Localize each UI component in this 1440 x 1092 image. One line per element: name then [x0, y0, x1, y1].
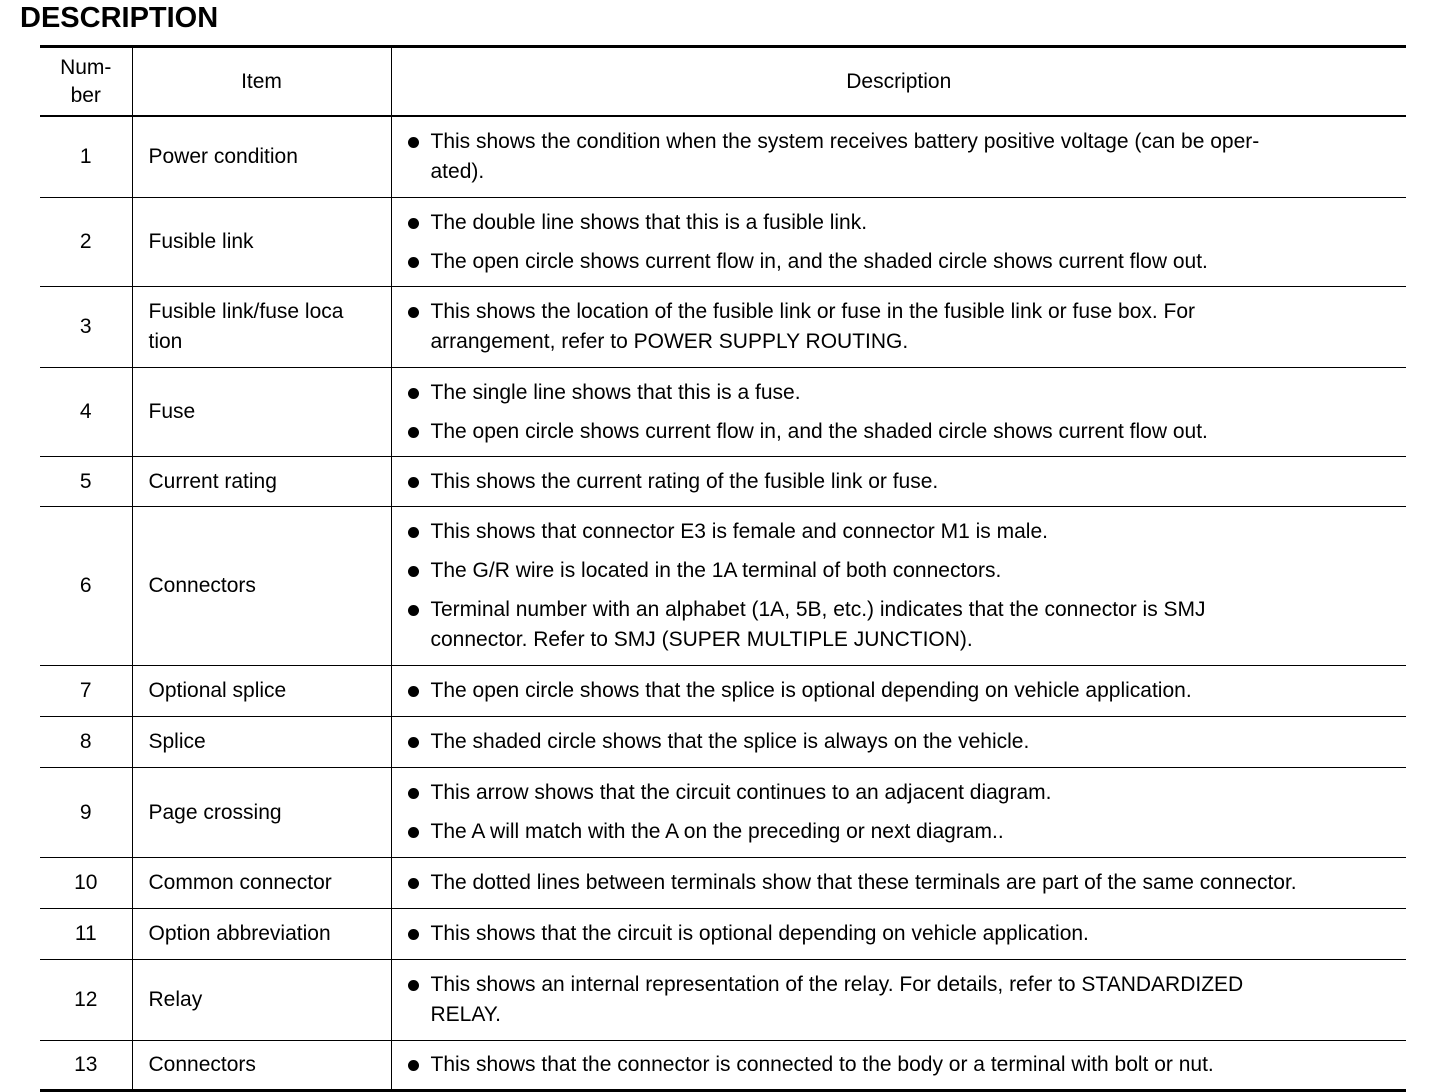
bullet-text: This arrow shows that the circuit continues to an adjacent diagram. [430, 781, 1052, 804]
table-row [40, 909, 1406, 960]
table-row [40, 198, 1406, 287]
row-description [391, 198, 1406, 287]
bullet-text: This shows that the connector is connected to the body or a terminal with bolt or nut. [430, 1053, 1214, 1076]
row-description [391, 1041, 1406, 1091]
description-bullet [408, 378, 1401, 408]
table-row [40, 1041, 1406, 1091]
row-number: 9 [40, 768, 132, 858]
bullet-text: The open circle shows that the splice is optional depending on vehicle application. [430, 679, 1192, 702]
bullet-text: This shows the location of the fusible link or fuse in the fusible link or fuse box. For arrangement, refer to POWER SUPPLY ROUTING. [430, 300, 1196, 353]
description-bullet [408, 417, 1401, 447]
bullet-text: The open circle shows current flow in, and the shaded circle shows current flow out. [430, 419, 1208, 443]
row-number: 10 [40, 858, 132, 909]
row-description [391, 768, 1406, 858]
bullet-text: The double line shows that this is a fusible link. [430, 210, 868, 234]
description-bullet [408, 467, 1401, 497]
bullet-dot-icon [408, 1060, 419, 1071]
description-bullet [408, 868, 1401, 898]
row-number: 8 [40, 717, 132, 768]
table-body [40, 116, 1406, 1091]
header-item [132, 47, 391, 117]
row-number: 6 [40, 507, 132, 666]
bullet-text: The G/R wire is located in the 1A terminal of both connectors. [430, 559, 1002, 582]
description-bullet [408, 817, 1401, 847]
description-bullet [408, 727, 1401, 757]
row-item: Connectors [132, 507, 391, 666]
table-row [40, 666, 1406, 717]
header-description-label: Description [846, 69, 952, 93]
row-number: 4 [40, 368, 132, 457]
bullet-text: The open circle shows current flow in, and the shaded circle shows current flow out. [430, 249, 1208, 273]
bullet-text: Terminal number with an alphabet (1A, 5B, etc.) indicates that the connector is SMJ connector. Refer to SMJ (SUPER MULTIPLE JUNCTION). [430, 598, 1206, 651]
row-item: Connectors [132, 1041, 391, 1091]
row-description [391, 960, 1406, 1041]
row-description [391, 368, 1406, 457]
bullet-dot-icon [408, 388, 419, 399]
description-bullet [408, 297, 1401, 357]
row-item: Fusible link/fuse loca tion [132, 287, 391, 368]
table-row [40, 116, 1406, 198]
description-bullet [408, 247, 1401, 277]
table-header-row [40, 47, 1406, 117]
row-description [391, 717, 1406, 768]
bullet-dot-icon [408, 686, 419, 697]
bullet-dot-icon [408, 218, 419, 229]
bullet-dot-icon [408, 827, 419, 838]
table-row [40, 287, 1406, 368]
header-number [40, 47, 132, 117]
row-item: Power condition [132, 116, 391, 198]
row-item: Common connector [132, 858, 391, 909]
row-item: Current rating [132, 457, 391, 507]
row-description [391, 507, 1406, 666]
row-number: 12 [40, 960, 132, 1041]
row-number: 2 [40, 198, 132, 287]
row-description [391, 287, 1406, 368]
table-row [40, 457, 1406, 507]
table-row [40, 717, 1406, 768]
bullet-dot-icon [408, 566, 419, 577]
bullet-dot-icon [408, 477, 419, 488]
row-number: 11 [40, 909, 132, 960]
row-item: Relay [132, 960, 391, 1041]
table-row [40, 960, 1406, 1041]
row-number: 5 [40, 457, 132, 507]
row-number: 1 [79, 145, 92, 168]
row-item: Splice [132, 717, 391, 768]
bullet-text: This shows the current rating of the fusible link or fuse. [430, 469, 939, 493]
row-description [391, 457, 1406, 507]
table-row [40, 768, 1406, 858]
row-description [391, 858, 1406, 909]
row-description [391, 666, 1406, 717]
description-bullet [408, 919, 1401, 949]
row-item: Optional splice [132, 666, 391, 717]
bullet-dot-icon [408, 137, 419, 148]
row-item: Fusible link [132, 198, 391, 287]
row-number: 13 [40, 1041, 132, 1091]
bullet-dot-icon [408, 737, 419, 748]
bullet-text: The shaded circle shows that the splice is always on the vehicle. [430, 730, 1030, 753]
bullet-text: The dotted lines between terminals show that these terminals are part of the same connector. [430, 871, 1297, 894]
bullet-text: This shows that the circuit is optional depending on vehicle application. [430, 922, 1089, 945]
description-bullet [408, 970, 1401, 1030]
header-number-label: Num- ber [60, 55, 112, 107]
row-number: 7 [40, 666, 132, 717]
description-bullet [408, 778, 1401, 808]
bullet-dot-icon [408, 605, 419, 616]
bullet-dot-icon [408, 527, 419, 538]
description-bullet [408, 208, 1401, 238]
bullet-dot-icon [408, 878, 419, 889]
table-row [40, 507, 1406, 666]
description-bullet [408, 676, 1401, 706]
row-item: Fuse [132, 368, 391, 457]
table-row [40, 368, 1406, 457]
description-bullet [408, 517, 1401, 547]
table-row [40, 858, 1406, 909]
row-item: Page crossing [132, 768, 391, 858]
header-item-label: Item [241, 69, 282, 93]
description-bullet [408, 1050, 1401, 1080]
row-number: 3 [40, 287, 132, 368]
bullet-text: This shows an internal representation of the relay. For details, refer to STANDARDIZED RELAY. [430, 973, 1244, 1026]
description-bullet [408, 595, 1401, 655]
description-table [40, 45, 1406, 1092]
bullet-text: The A will match with the A on the preceding or next diagram.. [430, 820, 1004, 843]
row-description [391, 909, 1406, 960]
bullet-dot-icon [408, 788, 419, 799]
bullet-dot-icon [408, 427, 419, 438]
bullet-text: This shows that connector E3 is female and connector M1 is male. [430, 520, 1048, 543]
page-title: DESCRIPTION [20, 2, 219, 34]
description-bullet [408, 556, 1401, 586]
bullet-dot-icon [408, 980, 419, 991]
row-item: Option abbreviation [132, 909, 391, 960]
bullet-text: This shows the condition when the system receives battery positive voltage (can be oper- ated). [430, 130, 1260, 183]
bullet-text: The single line shows that this is a fuse. [430, 380, 801, 404]
bullet-dot-icon [408, 929, 419, 940]
header-description [391, 47, 1406, 117]
description-bullet [408, 127, 1401, 187]
bullet-dot-icon [408, 257, 419, 268]
bullet-dot-icon [408, 307, 419, 318]
row-description [391, 116, 1406, 198]
